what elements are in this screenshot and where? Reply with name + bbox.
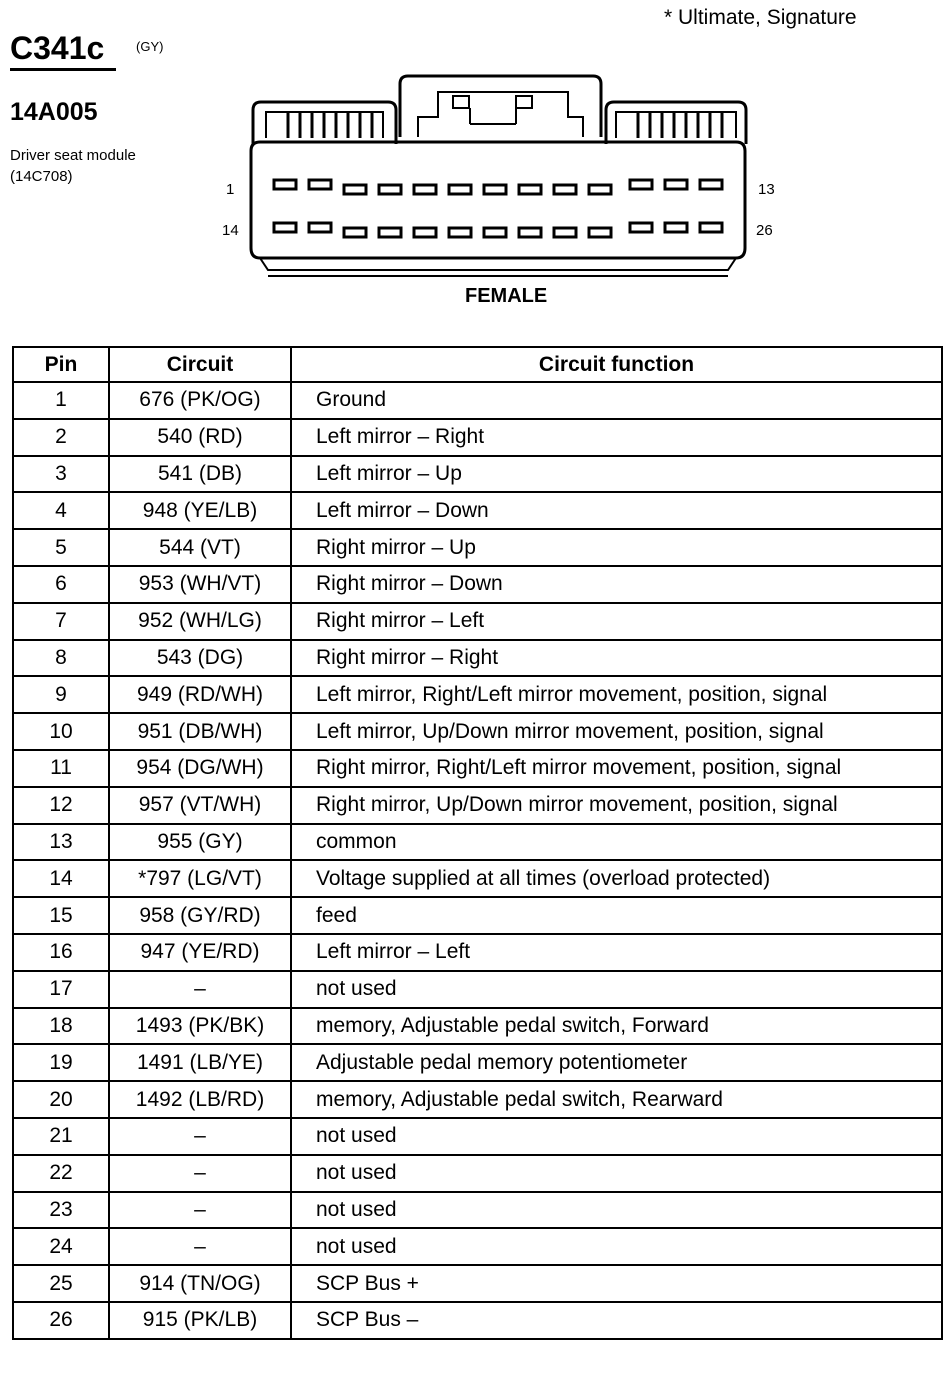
table-row: [13, 824, 942, 861]
table-row: [13, 787, 942, 824]
pin-cell: 12: [13, 787, 109, 824]
function-cell: memory, Adjustable pedal switch, Rearward: [291, 1081, 942, 1118]
cavity-row-bottom: [274, 223, 722, 237]
function-cell: SCP Bus +: [291, 1265, 942, 1302]
function-cell: Left mirror – Up: [291, 456, 942, 493]
pinout-table: [12, 346, 943, 1340]
table-row: [13, 676, 942, 713]
table-row: [13, 750, 942, 787]
pin-cell: 4: [13, 492, 109, 529]
right-rib-block: [606, 102, 746, 144]
pin-cell: 9: [13, 676, 109, 713]
pin-cell: 25: [13, 1265, 109, 1302]
table-row: [13, 566, 942, 603]
pin-cell: 3: [13, 456, 109, 493]
function-cell: Left mirror, Right/Left mirror movement, position, signal: [291, 676, 942, 713]
header-circuit: Circuit: [109, 347, 291, 382]
circuit-cell: 1493 (PK/BK): [109, 1008, 291, 1045]
component-description: Driver seat module: [10, 147, 136, 164]
circuit-cell: *797 (LG/VT): [109, 860, 291, 897]
footnote-text: * Ultimate, Signature: [664, 6, 857, 29]
function-cell: Left mirror – Left: [291, 934, 942, 971]
pin-label-bottom-right: 26: [756, 222, 773, 239]
pin-cell: 7: [13, 603, 109, 640]
pin-cell: 23: [13, 1192, 109, 1229]
pin-label-bottom-left: 14: [222, 222, 239, 239]
circuit-cell: –: [109, 971, 291, 1008]
table-row: [13, 1155, 942, 1192]
function-cell: Adjustable pedal memory potentiometer: [291, 1044, 942, 1081]
circuit-cell: 1492 (LB/RD): [109, 1081, 291, 1118]
circuit-cell: 543 (DG): [109, 640, 291, 677]
connector-gender-label: FEMALE: [465, 285, 548, 307]
connector-face-diagram: [248, 72, 748, 282]
function-cell: Right mirror, Right/Left mirror movement, position, signal: [291, 750, 942, 787]
pin-cell: 20: [13, 1081, 109, 1118]
table-row: [13, 603, 942, 640]
pin-cell: 8: [13, 640, 109, 677]
circuit-cell: 951 (DB/WH): [109, 713, 291, 750]
function-cell: common: [291, 824, 942, 861]
table-header-row: [13, 347, 942, 382]
pin-cell: 1: [13, 382, 109, 419]
table-row: [13, 860, 942, 897]
pin-cell: 10: [13, 713, 109, 750]
circuit-cell: 954 (DG/WH): [109, 750, 291, 787]
circuit-cell: 958 (GY/RD): [109, 897, 291, 934]
function-cell: Right mirror – Down: [291, 566, 942, 603]
pin-cell: 19: [13, 1044, 109, 1081]
circuit-cell: 544 (VT): [109, 529, 291, 566]
circuit-cell: 1491 (LB/YE): [109, 1044, 291, 1081]
function-cell: Left mirror – Down: [291, 492, 942, 529]
table-row: [13, 492, 942, 529]
pinout-table-body: [13, 382, 942, 1339]
connector-color: (GY): [136, 39, 164, 54]
circuit-cell: –: [109, 1118, 291, 1155]
circuit-cell: 955 (GY): [109, 824, 291, 861]
table-row: [13, 1192, 942, 1229]
circuit-cell: 957 (VT/WH): [109, 787, 291, 824]
function-cell: Right mirror – Left: [291, 603, 942, 640]
table-row: [13, 713, 942, 750]
circuit-cell: 948 (YE/LB): [109, 492, 291, 529]
pin-cell: 17: [13, 971, 109, 1008]
table-row: [13, 1044, 942, 1081]
pin-cell: 2: [13, 419, 109, 456]
header-pin: Pin: [13, 347, 109, 382]
component-part-number: (14C708): [10, 168, 73, 185]
pin-cell: 18: [13, 1008, 109, 1045]
table-row: [13, 1302, 942, 1339]
pin-cell: 24: [13, 1228, 109, 1265]
table-row: [13, 1265, 942, 1302]
table-row: [13, 1118, 942, 1155]
pin-cell: 22: [13, 1155, 109, 1192]
circuit-cell: 676 (PK/OG): [109, 382, 291, 419]
circuit-cell: 947 (YE/RD): [109, 934, 291, 971]
pin-cell: 14: [13, 860, 109, 897]
connector-body: [251, 142, 745, 258]
function-cell: Voltage supplied at all times (overload protected): [291, 860, 942, 897]
pin-label-top-right: 13: [758, 181, 775, 198]
pin-cell: 13: [13, 824, 109, 861]
circuit-cell: –: [109, 1192, 291, 1229]
table-row: [13, 1081, 942, 1118]
circuit-cell: –: [109, 1228, 291, 1265]
circuit-cell: 540 (RD): [109, 419, 291, 456]
part-number: 14A005: [10, 98, 98, 126]
cavity-row-top: [274, 180, 722, 194]
table-row: [13, 382, 942, 419]
table-row: [13, 456, 942, 493]
function-cell: Ground: [291, 382, 942, 419]
circuit-cell: 541 (DB): [109, 456, 291, 493]
table-row: [13, 897, 942, 934]
pin-cell: 11: [13, 750, 109, 787]
function-cell: feed: [291, 897, 942, 934]
table-row: [13, 419, 942, 456]
function-cell: Right mirror, Up/Down mirror movement, position, signal: [291, 787, 942, 824]
pin-cell: 26: [13, 1302, 109, 1339]
pin-cell: 21: [13, 1118, 109, 1155]
connector-id: C341c: [10, 30, 105, 66]
function-cell: not used: [291, 1155, 942, 1192]
table-row: [13, 1228, 942, 1265]
function-cell: not used: [291, 1192, 942, 1229]
locking-tab: [400, 76, 601, 137]
table-row: [13, 529, 942, 566]
circuit-cell: 952 (WH/LG): [109, 603, 291, 640]
function-cell: not used: [291, 1228, 942, 1265]
circuit-cell: –: [109, 1155, 291, 1192]
circuit-cell: 953 (WH/VT): [109, 566, 291, 603]
function-cell: Left mirror – Right: [291, 419, 942, 456]
pin-cell: 16: [13, 934, 109, 971]
function-cell: Right mirror – Right: [291, 640, 942, 677]
header-circuit-function: Circuit function: [291, 347, 942, 382]
circuit-cell: 914 (TN/OG): [109, 1265, 291, 1302]
table-row: [13, 640, 942, 677]
table-row: [13, 934, 942, 971]
circuit-cell: 915 (PK/LB): [109, 1302, 291, 1339]
pin-label-top-left: 1: [226, 181, 235, 198]
pin-cell: 15: [13, 897, 109, 934]
function-cell: Right mirror – Up: [291, 529, 942, 566]
pin-cell: 5: [13, 529, 109, 566]
connector-id-underline: [10, 68, 116, 71]
function-cell: memory, Adjustable pedal switch, Forward: [291, 1008, 942, 1045]
table-row: [13, 971, 942, 1008]
pin-cell: 6: [13, 566, 109, 603]
function-cell: Left mirror, Up/Down mirror movement, position, signal: [291, 713, 942, 750]
table-row: [13, 1008, 942, 1045]
function-cell: not used: [291, 1118, 942, 1155]
function-cell: SCP Bus –: [291, 1302, 942, 1339]
circuit-cell: 949 (RD/WH): [109, 676, 291, 713]
function-cell: not used: [291, 971, 942, 1008]
